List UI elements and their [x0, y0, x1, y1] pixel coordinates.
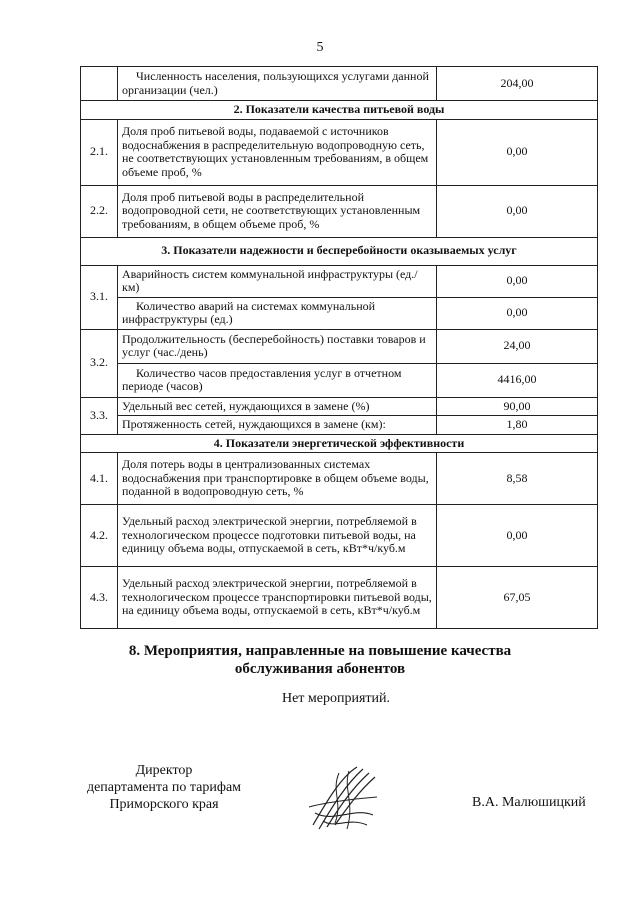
director-block	[74, 762, 254, 813]
indicator-description: Количество аварий на системах коммунальной инфраструктуры (ед.)	[118, 297, 437, 329]
indicator-value: 0,00	[437, 265, 598, 297]
indicator-number: 3.2.	[81, 329, 118, 397]
section-header-row	[81, 237, 598, 265]
indicator-value: 90,00	[437, 397, 598, 416]
indicator-value: 0,00	[437, 185, 598, 237]
section-header-row	[81, 434, 598, 453]
indicator-number: 4.2.	[81, 505, 118, 567]
section-8-heading-line1: 8. Мероприятия, направленные на повышение качества	[128, 643, 512, 659]
table-row	[81, 397, 598, 416]
indicator-number: 2.2.	[81, 185, 118, 237]
table-row	[81, 185, 598, 237]
indicator-value: 0,00	[437, 119, 598, 185]
indicator-description: Аварийность систем коммунальной инфраструктуры (ед./км)	[118, 265, 437, 297]
indicators-table	[80, 66, 598, 629]
indicator-value: 1,80	[437, 416, 598, 435]
indicator-description: Удельный вес сетей, нуждающихся в замене (%)	[118, 397, 437, 416]
director-region: Приморского края	[109, 797, 219, 812]
director-department: департамента по тарифам	[86, 780, 242, 795]
table-row	[81, 265, 598, 297]
indicator-value: 4416,00	[437, 363, 598, 397]
indicator-value: 0,00	[437, 297, 598, 329]
indicator-description: Доля проб питьевой воды в распределительной водопроводной сети, не соответствующих установленным требованиям, в общем объеме проб, %	[118, 185, 437, 237]
indicator-value: 24,00	[437, 329, 598, 363]
section-8-heading	[0, 642, 640, 678]
section-header-row	[81, 101, 598, 120]
indicator-description: Количество часов предоставления услуг в отчетном периоде (часов)	[118, 363, 437, 397]
indicator-number: 2.1.	[81, 119, 118, 185]
section-title: 3. Показатели надежности и бесперебойности оказываемых услуг	[81, 237, 598, 265]
indicator-value: 67,05	[437, 567, 598, 629]
indicator-description: Протяженность сетей, нуждающихся в замене (км):	[118, 416, 437, 435]
section-title: 2. Показатели качества питьевой воды	[81, 101, 598, 120]
indicator-value: 8,58	[437, 453, 598, 505]
section-8-heading-line2: обслуживания абонентов	[234, 661, 406, 677]
table-row	[81, 416, 598, 435]
indicator-value: 204,00	[437, 67, 598, 101]
page-number: 5	[316, 40, 324, 55]
indicator-number: 3.3.	[81, 397, 118, 434]
table-row	[81, 567, 598, 629]
indicator-value: 0,00	[437, 505, 598, 567]
indicator-number	[81, 67, 118, 101]
indicator-number: 4.1.	[81, 453, 118, 505]
indicator-description: Численность населения, пользующихся услугами данной организации (чел.)	[118, 67, 437, 101]
table-row	[81, 505, 598, 567]
signature-name: В.А. Малюшицкий	[472, 795, 586, 810]
table-row	[81, 297, 598, 329]
indicator-number: 3.1.	[81, 265, 118, 329]
no-measures-text: Нет мероприятий.	[281, 691, 391, 706]
indicator-description: Удельный расход электрической энергии, потребляемой в технологическом процессе подготовки питьевой воды, на единицу объема воды, отпускаемой в сеть, кВт*ч/куб.м	[118, 505, 437, 567]
indicator-description: Доля потерь воды в централизованных системах водоснабжения при транспортировке в общем объеме воды, поданной в водопроводную сеть, %	[118, 453, 437, 505]
table-row	[81, 67, 598, 101]
director-title: Директор	[135, 763, 193, 778]
table-row	[81, 453, 598, 505]
table-row	[81, 119, 598, 185]
table-row	[81, 363, 598, 397]
indicator-description: Удельный расход электрической энергии, потребляемой в технологическом процессе транспортировки питьевой воды, на единицу объема воды, отпускаемой в сеть, кВт*ч/куб.м	[118, 567, 437, 629]
table-row	[81, 329, 598, 363]
indicator-description: Доля проб питьевой воды, подаваемой с источников водоснабжения в распределительную водопроводную сеть, не соответствующих установленным требованиям, в общем объеме проб, %	[118, 119, 437, 185]
indicator-description: Продолжительность (бесперебойность) поставки товаров и услуг (час./день)	[118, 329, 437, 363]
indicator-number: 4.3.	[81, 567, 118, 629]
signature-mark	[305, 763, 385, 835]
section-title: 4. Показатели энергетической эффективности	[81, 434, 598, 453]
